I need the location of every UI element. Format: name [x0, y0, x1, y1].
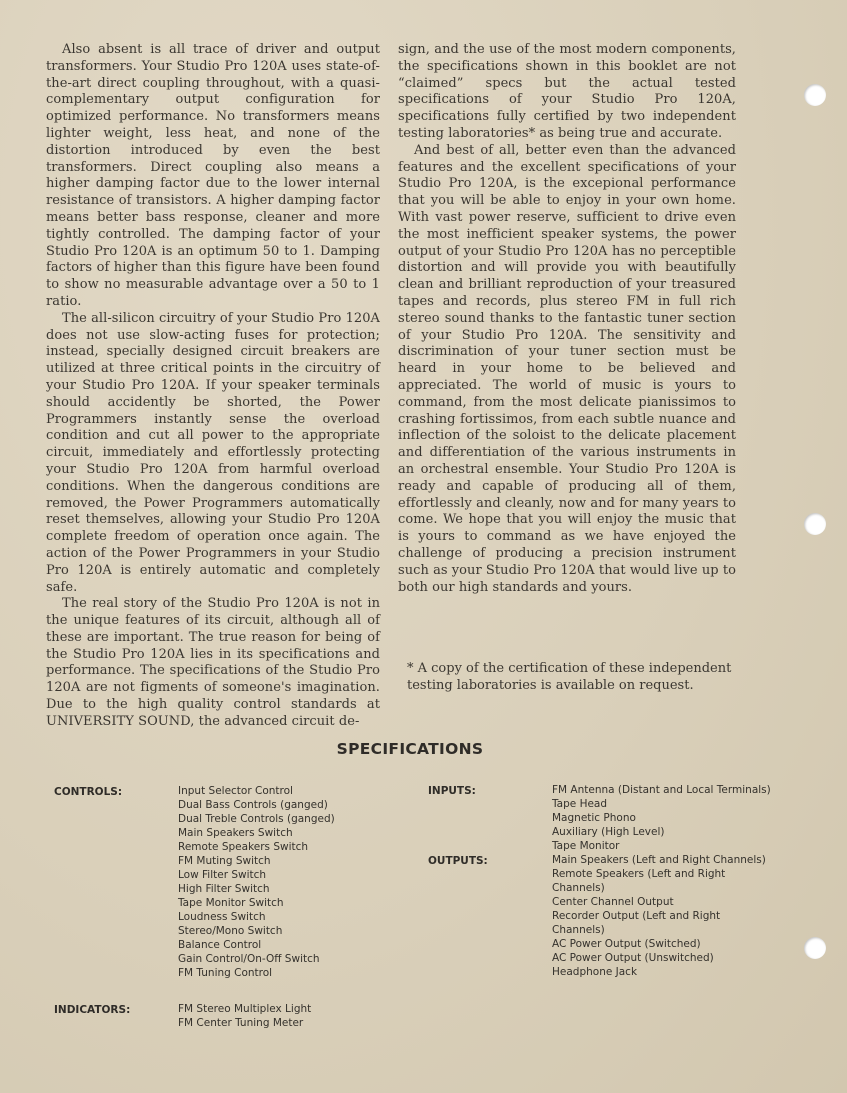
list-item: Channels)	[552, 882, 605, 894]
outputs-label: OUTPUTS:	[428, 855, 488, 867]
inputs-label: INPUTS:	[428, 785, 476, 797]
list-item: Tape Monitor Switch	[178, 897, 284, 909]
outputs-list	[552, 853, 766, 979]
indicators-label: INDICATORS:	[54, 1004, 131, 1016]
controls-label: CONTROLS:	[54, 786, 123, 798]
list-item: Low Filter Switch	[178, 869, 267, 881]
list-item: Input Selector Control	[178, 785, 293, 797]
list-item: Dual Bass Controls (ganged)	[178, 799, 328, 811]
list-item: FM Center Tuning Meter	[178, 1017, 304, 1029]
list-item: Recorder Output (Left and Right	[552, 910, 721, 922]
list-item: FM Tuning Control	[178, 967, 273, 979]
list-item: Main Speakers Switch	[178, 827, 293, 839]
footnote-line-2: testing laboratories is available on request.	[407, 678, 694, 693]
list-item: Auxiliary (High Level)	[552, 826, 665, 838]
paragraph-silicon-circuitry: The all-silicon circuitry of your Studio Pro 120A does not use slow-acting fuses for protection; instead, specially designed circuit breakers are utilized at three critical points in the circuitry of your Studio Pro 120A. If your speaker terminals should accidently be shorted, the Power Programmers instantly sense the overload condition and cut all power to the appropriate circuit, immediately and effortlessly protecting your Studio Pro 120A from harmful overload conditions. When the dangerous conditions are removed, the Power Programmers automatically reset themselves, allowing your Studio Pro 120A complete freedom of operation once again. The action of the Power Programmers in your Studio Pro 120A is entirely automatic and completely safe.	[46, 310, 380, 595]
list-item: High Filter Switch	[178, 883, 270, 895]
controls-list	[178, 784, 335, 980]
list-item: FM Stereo Multiplex Light	[178, 1003, 312, 1015]
punch-hole-top	[804, 84, 826, 106]
list-item: Channels)	[552, 924, 605, 936]
inputs-list	[552, 783, 771, 853]
list-item: Headphone Jack	[552, 966, 638, 978]
paragraph-real-story: The real story of the Studio Pro 120A is not in the unique features of its circuit, although all of these are important. The true reason for being of the Studio Pro 120A lies in its specifications and performance. The specifications of the Studio Pro 120A are not figments of someone's imagination. Due to the high quality control standards at UNIVERSITY SOUND, the advanced circuit de-	[46, 596, 380, 729]
right-text-column	[398, 42, 736, 596]
list-item: Remote Speakers Switch	[178, 841, 309, 853]
punch-hole-bottom	[804, 937, 826, 959]
list-item: Loudness Switch	[178, 911, 266, 923]
list-item: Gain Control/On-Off Switch	[178, 953, 320, 965]
left-text-column	[46, 42, 380, 731]
footnote-line-1: * A copy of the certification of these independent	[407, 661, 732, 676]
list-item: Magnetic Phono	[552, 812, 636, 824]
list-item: Tape Monitor	[552, 840, 620, 852]
list-item: FM Muting Switch	[178, 855, 271, 867]
certification-footnote	[407, 660, 747, 694]
paragraph-best-of-all: And best of all, better even than the advanced features and the excellent specifications of your Studio Pro 120A, is the excepional performance that you will be able to enjoy in your own home. With vast power reserve, sufficient to drive even the most inefficient speaker systems, the power output of your Studio Pro 120A has no perceptible distortion and will provide you with beautifully clean and brilliant reproduction of your treasured tapes and records, plus stereo FM in full rich stereo sound thanks to the fantastic tuner section of your Studio Pro 120A. The sensitivity and discrimination of your tuner section must be heard in your home to be believed and appreciated. The world of music is yours to command, from the most delicate pianissimos to crashing fortissimos, from each subtle nuance and inflection of the soloist to the delicate placement and differentiation of the various instruments in an orchestral ensemble. Your Studio Pro 120A is ready and capable of producing all of them, effortlessly and cleanly, now and for many years to come. We hope that you will enjoy the music that is yours to command as we have enjoyed the challenge of producing a precision instrument such as your Studio Pro 120A that would live up to both our high standards and yours.	[398, 142, 736, 595]
list-item: Dual Treble Controls (ganged)	[178, 813, 335, 825]
list-item: Stereo/Mono Switch	[178, 925, 283, 937]
list-item: Main Speakers (Left and Right Channels)	[552, 854, 766, 866]
indicators-list	[178, 1002, 311, 1030]
list-item: FM Antenna (Distant and Local Terminals)	[552, 784, 771, 796]
list-item: AC Power Output (Unswitched)	[552, 952, 714, 964]
specifications-heading: SPECIFICATIONS	[336, 740, 484, 758]
list-item: AC Power Output (Switched)	[552, 938, 701, 950]
list-item: Tape Head	[552, 798, 608, 810]
punch-hole-middle	[804, 513, 826, 535]
list-item: Remote Speakers (Left and Right	[552, 868, 726, 880]
paragraph-specifications-certified: sign, and the use of the most modern components, the specifications shown in this booklet are not “claimed” specs but the actual tested specifications of your Studio Pro 120A, specifications fully certified by two independent testing laboratories* as being true and accurate.	[398, 42, 736, 141]
list-item: Center Channel Output	[552, 896, 674, 908]
paragraph-direct-coupling: Also absent is all trace of driver and output transformers. Your Studio Pro 120A uses state-of-the-art direct coupling throughout, with a quasi-complementary output configuration for optimized performance. No transformers means lighter weight, less heat, and none of the distortion introduced by even the best transformers. Direct coupling also means a higher damping factor due to the lower internal resistance of transistors. A higher damping factor means better bass response, cleaner and more tightly controlled. The damping factor of your Studio Pro 120A is an optimum 50 to 1. Damping factors of higher than this figure have been found to show no measurable advantage over a 50 to 1 ratio.	[46, 42, 380, 309]
list-item: Balance Control	[178, 939, 262, 951]
